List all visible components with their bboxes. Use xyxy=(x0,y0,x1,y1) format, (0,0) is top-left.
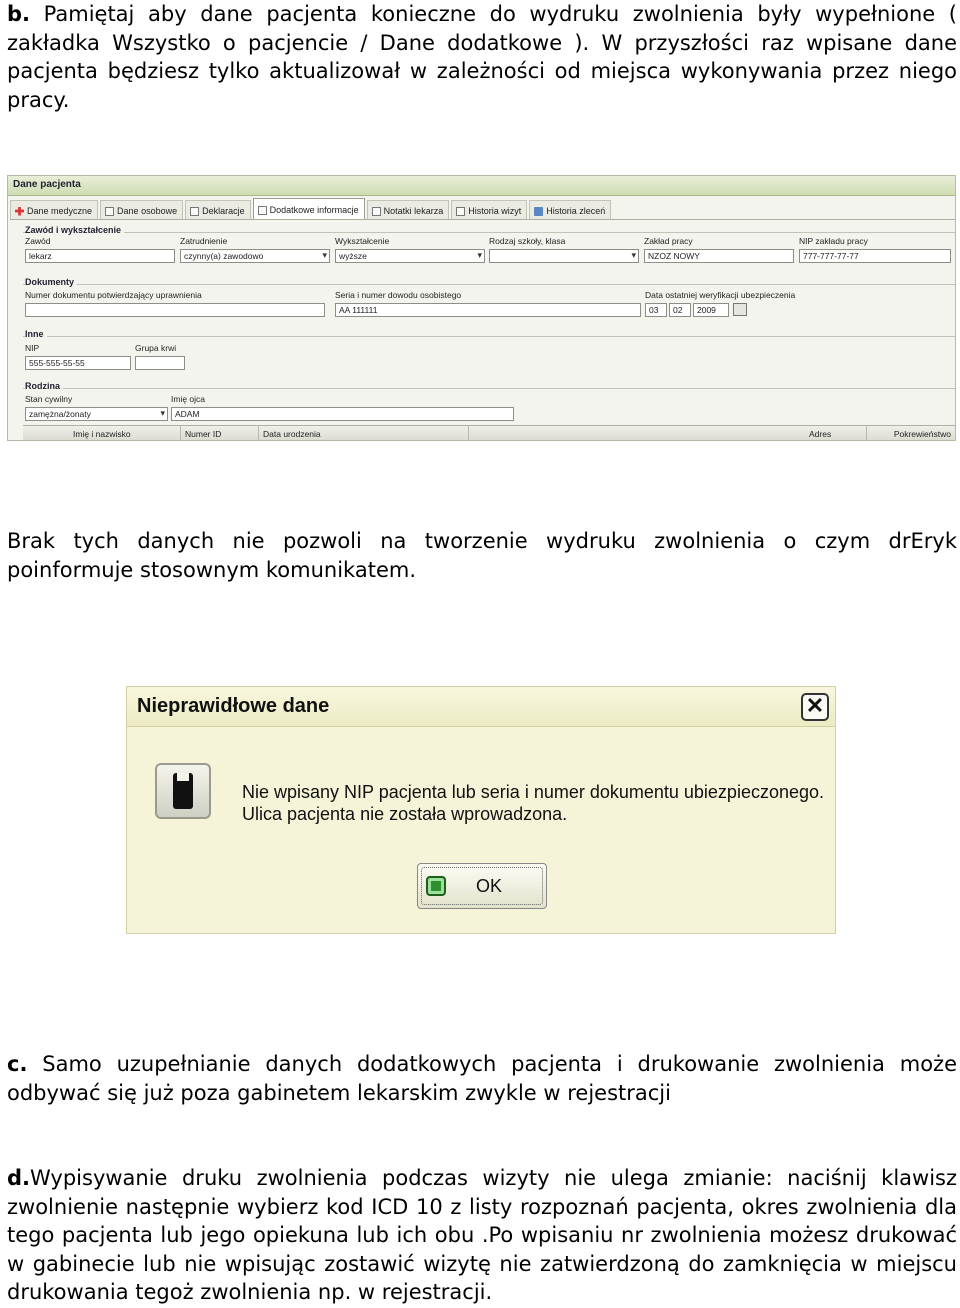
red-cross-icon xyxy=(15,207,24,216)
document-icon xyxy=(190,207,199,216)
document-icon xyxy=(105,207,114,216)
field-label: NIP xyxy=(25,343,40,353)
paragraph-b-lead: b. xyxy=(7,2,31,26)
field-label: Zatrudnienie xyxy=(180,236,228,246)
paragraph-d xyxy=(7,1164,957,1307)
ok-button-label: OK xyxy=(476,875,503,896)
family-grid-header xyxy=(23,425,955,441)
field-label: Grupa krwi xyxy=(135,343,177,353)
field-label: NIP zakładu pracy xyxy=(799,236,868,246)
grid-col-header[interactable]: Numer ID xyxy=(181,426,259,441)
date-day-input[interactable]: 03 xyxy=(645,303,667,317)
dialog-message-line: Nie wpisany NIP pacjenta lub seria i numer dokumentu ubiezpieczonego. xyxy=(242,782,825,802)
document-icon xyxy=(372,207,381,216)
tab-dane-osobowe[interactable] xyxy=(100,200,183,219)
imie-ojca-input[interactable]: ADAM xyxy=(171,407,514,421)
document-icon xyxy=(456,207,465,216)
zawod-input[interactable]: lekarz xyxy=(25,249,175,263)
section-inne xyxy=(23,329,955,388)
field-label: Imię ojca xyxy=(171,394,206,404)
info-icon xyxy=(155,763,211,819)
stan-cywilny-select[interactable]: zamężna/żonaty ▾ xyxy=(25,407,168,421)
section-rodzina xyxy=(23,381,955,425)
field-label: Rodzaj szkoły, klasa xyxy=(489,236,566,246)
tab-notatki-lekarza[interactable] xyxy=(367,200,450,219)
field-label: Zawód xyxy=(25,236,51,246)
form-window-title: Dane pacjenta xyxy=(8,176,955,196)
ok-button[interactable] xyxy=(417,863,547,909)
section-title: Zawód i wykształcenie xyxy=(25,225,124,235)
document-icon xyxy=(258,206,267,215)
grid-col-header[interactable]: Adres xyxy=(469,426,867,441)
paragraph-d-lead: d. xyxy=(7,1166,31,1190)
field-label: Zakład pracy xyxy=(644,236,693,246)
wyksztalcenie-select[interactable]: wyższe ▾ xyxy=(335,249,485,263)
dialog-title: Nieprawidłowe dane xyxy=(127,687,835,727)
section-title: Dokumenty xyxy=(25,277,77,287)
field-label: Data ostatniej weryfikacji ubezpieczenia xyxy=(645,290,796,300)
paragraph-brak-danych: Brak tych danych nie pozwoli na tworzenie wydruku zwolnienia o czym drEryk poinformuje stosownym komunikatem. xyxy=(7,529,957,582)
section-dokumenty xyxy=(23,277,955,336)
paragraph-b xyxy=(7,0,957,114)
grid-col-header[interactable]: Pokrewieństwo xyxy=(893,429,951,439)
nip-zakladu-input[interactable]: 777-777-77-77 xyxy=(799,249,951,263)
section-title: Rodzina xyxy=(25,381,63,391)
field-label: Stan cywilny xyxy=(25,394,73,404)
tab-dane-medyczne[interactable] xyxy=(10,200,98,219)
ok-check-icon xyxy=(426,876,446,896)
paragraph-c-lead: c. xyxy=(7,1052,28,1076)
tab-label: Dodatkowe informacje xyxy=(269,205,359,215)
dialog-message-line: Ulica pacjenta nie została wprowadzona. xyxy=(242,804,568,824)
tab-label: Historia zleceń xyxy=(546,206,606,216)
zatrudnienie-select[interactable]: czynny(a) zawodowo ▾ xyxy=(180,249,330,263)
tab-label: Dane osobowe xyxy=(117,206,178,216)
calendar-icon[interactable] xyxy=(733,303,747,316)
tab-deklaracje[interactable] xyxy=(185,200,251,219)
dialog-message xyxy=(242,781,824,825)
tab-historia-wizyt[interactable] xyxy=(451,200,527,219)
paragraph-c xyxy=(7,1050,957,1107)
invalid-data-dialog-screenshot xyxy=(126,686,836,934)
grid-col-header[interactable]: Data urodzenia xyxy=(259,426,469,441)
date-year-input[interactable]: 2009 xyxy=(693,303,729,317)
field-label: Wykształcenie xyxy=(335,236,390,246)
form-tab-bar xyxy=(10,200,955,220)
grupa-krwi-input[interactable] xyxy=(135,356,185,370)
blue-list-icon xyxy=(534,207,543,216)
paragraph-b-text: Pamiętaj aby dane pacjenta konieczne do wydruku zwolnienia były wypełnione ( zakładka Wszystko o pacjencie / Dane dodatkowe ). W przyszłości raz wpisane dane pacjenta będziesz tylko aktualizował w zależności od miejsca wykonywania przez niego pracy. xyxy=(7,2,957,112)
nip-input[interactable]: 555-555-55-55 xyxy=(25,356,131,370)
paragraph-c-text: Samo uzupełnianie danych dodatkowych pacjenta i drukowanie zwolnienia może odbywać się już poza gabinetem lekarskim zwykle w rejestracji xyxy=(7,1052,957,1105)
zaklad-pracy-input[interactable]: NZOZ NOWY xyxy=(644,249,794,263)
section-title: Inne xyxy=(25,329,47,339)
close-icon[interactable]: ✕ xyxy=(801,693,829,721)
tab-label: Deklaracje xyxy=(202,206,245,216)
tab-historia-zlecen[interactable] xyxy=(529,200,611,219)
numer-dokumentu-input[interactable] xyxy=(25,303,325,317)
tab-label: Dane medyczne xyxy=(27,206,93,216)
paragraph-d-text: Wypisywanie druku zwolnienia podczas wizyty nie ulega zmianie: naciśnij klawisz zwolnienie następnie wybierz kod ICD 10 z listy rozpoznań pacjenta, okres zwolnienia dla tego pacjenta lub jego opiekuna lub ich obu .Po wpisaniu nr zwolnienia możesz drukować w gabinecie lub nie wpisując zostawić wizytę nie zatwierdzoną do zamknięcia w miejscu drukowania tegoż zwolnienia np. w rejestracji. xyxy=(7,1166,957,1304)
field-label: Numer dokumentu potwierdzający uprawnienia xyxy=(25,290,202,300)
section-zawod-wyksztalcenie xyxy=(23,225,955,284)
tab-label: Historia wizyt xyxy=(468,206,522,216)
rodzaj-szkoly-select[interactable] xyxy=(489,249,639,263)
date-month-input[interactable]: 02 xyxy=(669,303,691,317)
grid-col-header[interactable]: Imię i nazwisko xyxy=(23,426,181,441)
seria-dowodu-input[interactable]: AA 111111 xyxy=(335,303,641,317)
field-label: Seria i numer dowodu osobistego xyxy=(335,290,462,300)
tab-dodatkowe-informacje[interactable] xyxy=(253,198,365,219)
patient-data-form-screenshot xyxy=(7,175,956,441)
tab-label: Notatki lekarza xyxy=(383,206,444,216)
